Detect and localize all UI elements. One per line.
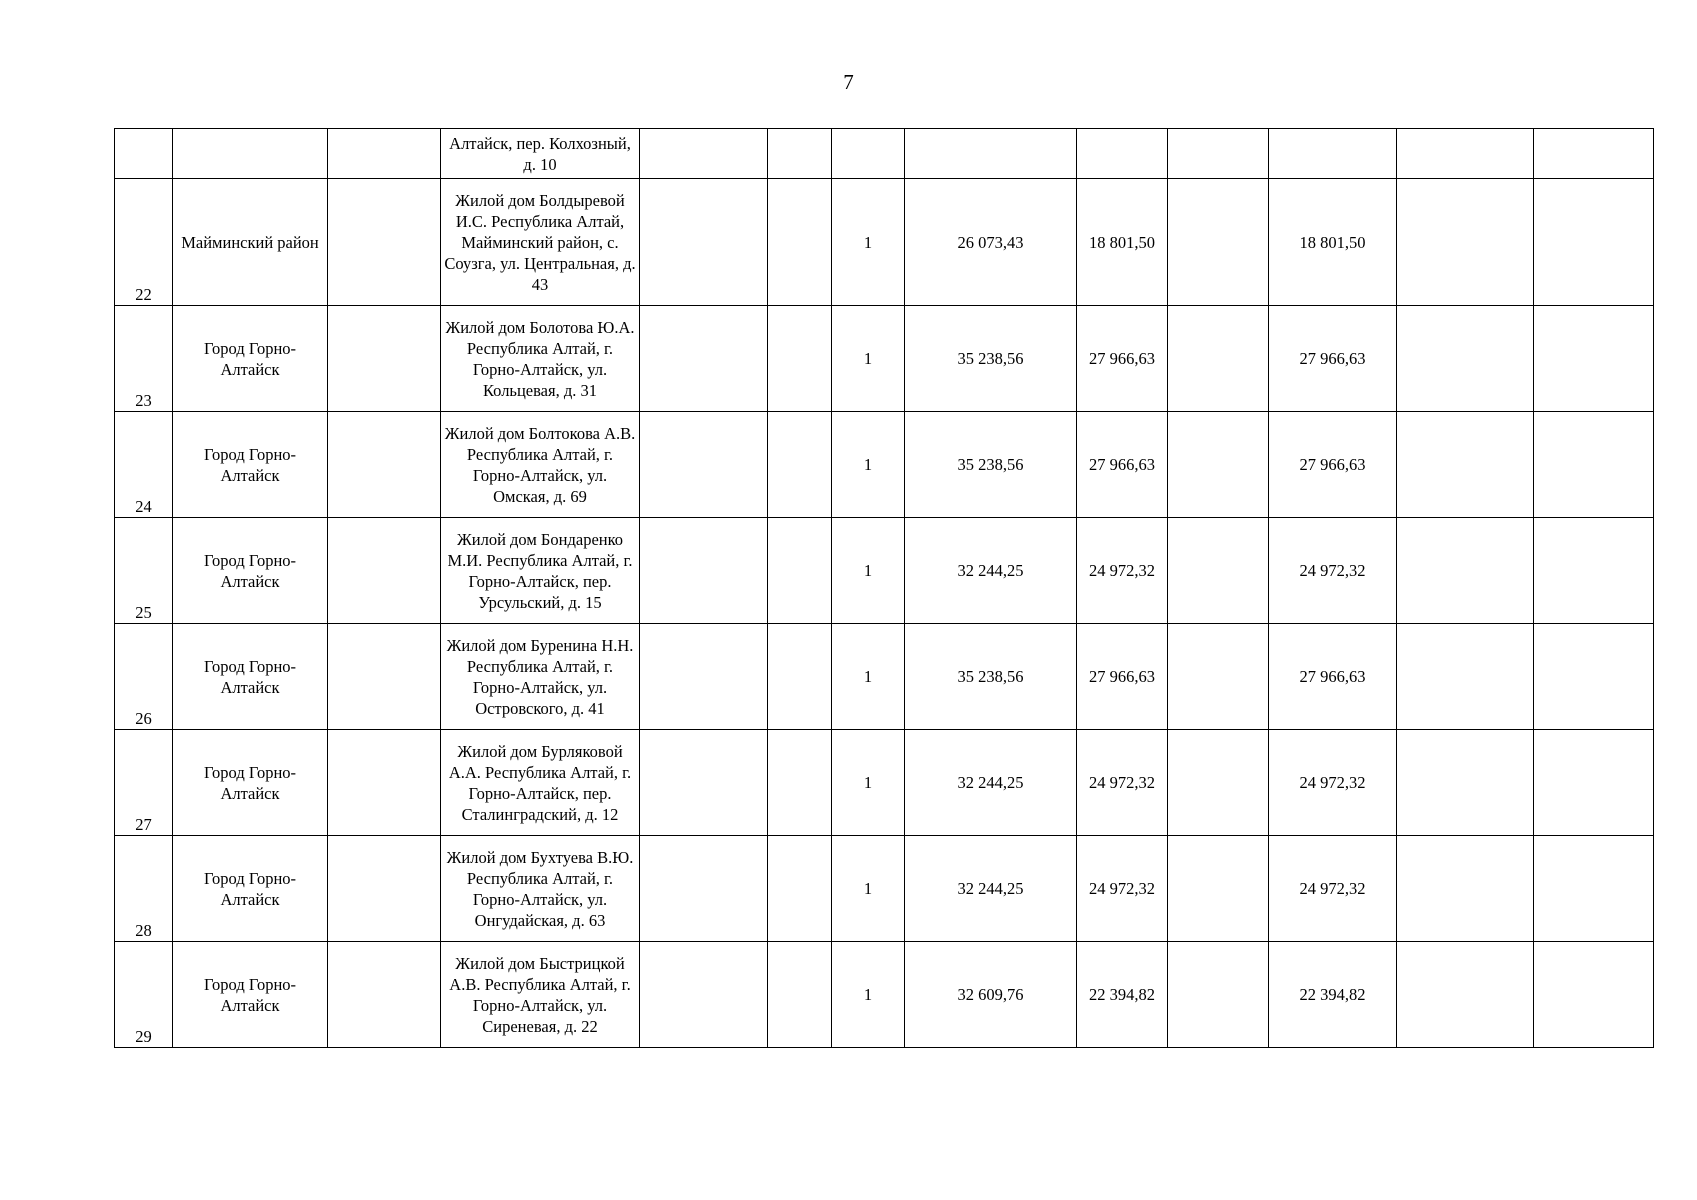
address-text: Жилой дом Быстрицкой А.В. Республика Алтай, г. Горно-Алтайск, ул. Сиреневая, д. 22 [449,953,631,1036]
amount2-text: 24 972,32 [1089,561,1155,580]
amount2-text: 27 966,63 [1089,667,1155,686]
cell-count [832,730,905,836]
cell-num [115,730,173,836]
cell-empty [1397,730,1534,836]
cell-amount [905,730,1077,836]
cell-amount [905,412,1077,518]
amount3-text: 24 972,32 [1299,773,1366,792]
cell-address [441,942,640,1048]
count-text: 1 [863,879,873,898]
cell-address [441,624,640,730]
cell-amount3 [1269,730,1397,836]
table-row [115,412,1654,518]
cell-empty [640,412,768,518]
cell-empty [768,412,832,518]
cell-amount2 [1077,412,1168,518]
amount3-text: 18 801,50 [1299,232,1366,252]
num-text: 25 [135,603,152,622]
cell-amount3 [1269,836,1397,942]
cell-amount3 [1269,518,1397,624]
amount3-text: 27 966,63 [1299,667,1366,686]
amount3-text: 24 972,32 [1299,561,1366,580]
data-table [114,128,1654,1048]
cell-empty [328,836,441,942]
amount-text: 32 244,25 [957,773,1024,792]
cell-address [441,412,640,518]
cell-empty [1168,518,1269,624]
cell-num [115,942,173,1048]
table-row [115,942,1654,1048]
district-text: Город Горно-Алтайск [203,338,297,379]
cell-empty [768,518,832,624]
cell-amount [905,179,1077,306]
cell-amount2 [1077,942,1168,1048]
cell-empty [768,306,832,412]
cell-empty [1397,129,1534,179]
cell-address [441,836,640,942]
count-text: 1 [863,455,873,474]
cell-empty [768,129,832,179]
table-row [115,836,1654,942]
district-text: Город Горно-Алтайск [203,868,297,909]
cell-amount2 [1077,730,1168,836]
address-text: Жилой дом Бондаренко М.И. Республика Алтай, г. Горно-Алтайск, пер. Урсульский, д. 15 [447,529,633,612]
cell-num [115,306,173,412]
count-text: 1 [863,232,873,252]
cell-empty [832,129,905,179]
amount-text: 26 073,43 [957,232,1024,252]
cell-empty [1168,179,1269,306]
cell-count [832,836,905,942]
num-text: 22 [135,285,152,304]
address-text: Жилой дом Бухтуева В.Ю. Республика Алтай, г. Горно-Алтайск, ул. Онгудайская, д. 63 [446,847,634,930]
cell-empty [1397,942,1534,1048]
cell-empty [1397,518,1534,624]
cell-district [173,518,328,624]
cell-empty [1397,412,1534,518]
cell-district [173,730,328,836]
cell-empty [640,730,768,836]
cell-address [441,129,640,179]
cell-amount2 [1077,306,1168,412]
cell-empty [328,942,441,1048]
num-text: 29 [135,1027,152,1046]
amount2-text: 22 394,82 [1089,985,1155,1004]
address-text: Жилой дом Болтокова А.В. Республика Алтай, г. Горно-Алтайск, ул. Омская, д. 69 [444,423,636,506]
district-text: Город Горно-Алтайск [203,762,297,803]
cell-amount [905,624,1077,730]
cell-empty [1534,942,1654,1048]
district-text: Город Горно-Алтайск [203,656,297,697]
cell-address [441,518,640,624]
amount-text: 35 238,56 [957,349,1024,368]
amount3-text: 22 394,82 [1299,985,1366,1004]
cell-empty [768,942,832,1048]
cell-empty [905,129,1077,179]
amount2-text: 18 801,50 [1089,232,1155,252]
cell-empty [640,129,768,179]
cell-address [441,306,640,412]
cell-empty [1534,129,1654,179]
count-text: 1 [863,349,873,368]
cell-empty [1534,730,1654,836]
cell-amount [905,942,1077,1048]
cell-amount2 [1077,518,1168,624]
cell-empty [768,624,832,730]
cell-empty [768,179,832,306]
cell-count [832,624,905,730]
cell-amount3 [1269,412,1397,518]
cell-district [173,306,328,412]
cell-empty [328,129,441,179]
amount3-text: 27 966,63 [1299,349,1366,368]
cell-amount2 [1077,179,1168,306]
cell-count [832,306,905,412]
amount2-text: 24 972,32 [1089,773,1155,792]
cell-empty [1077,129,1168,179]
table-row [115,306,1654,412]
page-number: 7 [843,70,854,94]
table-row-continuation [115,129,1654,179]
count-text: 1 [863,773,873,792]
cell-num [115,624,173,730]
amount-text: 35 238,56 [957,455,1024,474]
cell-district [173,412,328,518]
cell-district [173,129,328,179]
cell-amount2 [1077,624,1168,730]
table-row [115,624,1654,730]
num-text: 28 [135,921,152,940]
amount3-text: 27 966,63 [1299,455,1366,474]
cell-district [173,942,328,1048]
amount-text: 32 609,76 [957,985,1024,1004]
cell-empty [1168,624,1269,730]
address-text: Жилой дом Буренина Н.Н. Республика Алтай, г. Горно-Алтайск, ул. Островского, д. 41 [446,635,634,718]
cell-empty [1168,836,1269,942]
cell-district [173,836,328,942]
address-text: Жилой дом Болдыревой И.С. Республика Алтай, Майминский район, с. Соузга, ул. Центральная, д. 43 [444,190,636,294]
table-body [115,129,1654,1048]
cell-amount3 [1269,942,1397,1048]
cell-empty [1168,730,1269,836]
cell-empty [1534,624,1654,730]
cell-count [832,518,905,624]
cell-empty [640,306,768,412]
address-text: Жилой дом Бурляковой А.А. Республика Алтай, г. Горно-Алтайск, пер. Сталинградский, д. 12 [448,741,632,824]
num-text: 24 [135,497,152,516]
cell-num [115,836,173,942]
cell-district [173,179,328,306]
amount-text: 35 238,56 [957,667,1024,686]
amount3-text: 24 972,32 [1299,879,1366,898]
cell-address [441,179,640,306]
amount2-text: 24 972,32 [1089,879,1155,898]
cell-amount3 [1269,306,1397,412]
cell-empty [1534,179,1654,306]
cell-empty [768,730,832,836]
cell-empty [1534,306,1654,412]
cell-empty [328,518,441,624]
cell-empty [640,624,768,730]
district-text: Город Горно-Алтайск [203,444,297,485]
cell-count [832,942,905,1048]
cell-empty [640,179,768,306]
cell-empty [328,730,441,836]
cell-empty [328,624,441,730]
cell-empty [1397,179,1534,306]
district-text: Город Горно-Алтайск [203,550,297,591]
cell-empty [1168,306,1269,412]
cell-empty [1168,129,1269,179]
cell-empty [1269,129,1397,179]
num-text: 26 [135,709,152,728]
cell-empty [1168,412,1269,518]
num-text: 23 [135,391,152,410]
cell-num [115,518,173,624]
cell-empty [1397,836,1534,942]
cell-num [115,412,173,518]
cell-num [115,129,173,179]
amount-text: 32 244,25 [957,879,1024,898]
cell-empty [1534,412,1654,518]
cell-num [115,179,173,306]
address-text: Алтайск, пер. Колхозный, д. 10 [449,133,631,174]
cell-amount3 [1269,179,1397,306]
district-text: Майминский район [181,232,319,252]
cell-empty [1534,836,1654,942]
cell-empty [1397,624,1534,730]
cell-district [173,624,328,730]
cell-address [441,730,640,836]
amount-text: 32 244,25 [957,561,1024,580]
count-text: 1 [863,561,873,580]
cell-empty [640,836,768,942]
cell-empty [1168,942,1269,1048]
cell-empty [1397,306,1534,412]
amount2-text: 27 966,63 [1089,349,1155,368]
table-row [115,179,1654,306]
num-text: 27 [135,815,152,834]
cell-amount [905,836,1077,942]
count-text: 1 [863,667,873,686]
cell-amount2 [1077,836,1168,942]
table-row [115,518,1654,624]
district-text: Город Горно-Алтайск [203,974,297,1015]
cell-empty [328,412,441,518]
cell-empty [768,836,832,942]
address-text: Жилой дом Болотова Ю.А. Республика Алтай, г. Горно-Алтайск, ул. Кольцевая, д. 31 [445,317,635,400]
table-row [115,730,1654,836]
cell-amount [905,518,1077,624]
cell-empty [328,306,441,412]
cell-amount3 [1269,624,1397,730]
cell-empty [640,518,768,624]
amount2-text: 27 966,63 [1089,455,1155,474]
cell-amount [905,306,1077,412]
cell-empty [328,179,441,306]
cell-empty [640,942,768,1048]
count-text: 1 [863,985,873,1004]
cell-empty [1534,518,1654,624]
cell-count [832,412,905,518]
cell-count [832,179,905,306]
